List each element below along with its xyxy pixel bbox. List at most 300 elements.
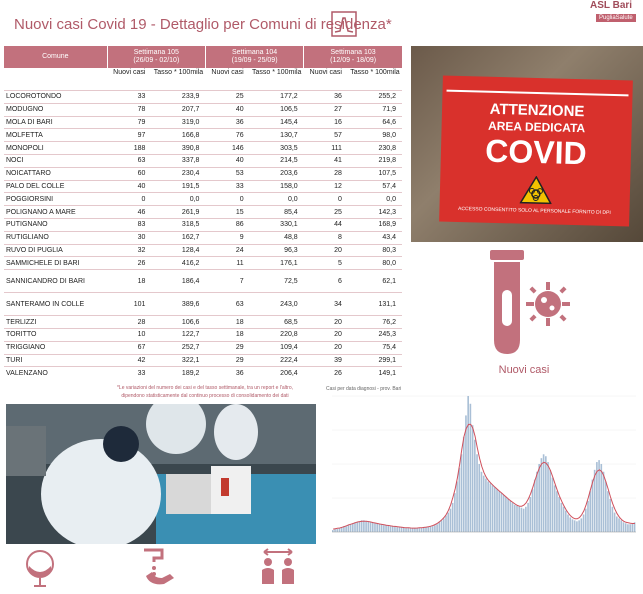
comune-cell: TRIGGIANO <box>4 341 107 354</box>
chart-bar <box>574 520 576 532</box>
casi-104-cell: 0 <box>205 193 249 206</box>
sub-tasso: Tasso * 100mila <box>153 69 204 76</box>
casi-104-cell: 40 <box>205 103 249 116</box>
casi-105-cell: 67 <box>107 341 151 354</box>
casi-103-cell: 34 <box>304 293 348 316</box>
casi-104-cell: 29 <box>205 341 249 354</box>
sub-casi: Nuovi casi <box>211 69 244 76</box>
tasso-105-cell: 233,9 <box>151 91 205 104</box>
chart-bar <box>583 515 585 532</box>
casi-103-cell: 25 <box>304 206 348 219</box>
tasso-103-cell: 62,1 <box>348 270 402 293</box>
tasso-104-cell: 0,0 <box>250 193 304 206</box>
chart-bar <box>514 505 516 532</box>
table-body <box>4 91 402 380</box>
col-comune: Comune <box>4 46 107 68</box>
casi-103-cell: 27 <box>304 103 348 116</box>
casi-103-cell: 57 <box>304 129 348 142</box>
chart-bar <box>490 483 492 532</box>
tasso-105-cell: 128,4 <box>151 244 205 257</box>
tasso-103-cell: 168,9 <box>348 218 402 231</box>
table-row <box>4 367 402 379</box>
casi-103-cell: 20 <box>304 328 348 341</box>
tasso-103-cell: 76,2 <box>348 316 402 329</box>
tasso-103-cell: 80,3 <box>348 244 402 257</box>
comune-cell: SANTERAMO IN COLLE <box>4 293 107 316</box>
chart-bar <box>618 518 620 532</box>
chart-bar <box>419 528 421 532</box>
chart-bar <box>483 476 485 532</box>
casi-105-cell: 83 <box>107 218 151 231</box>
footnote <box>40 384 370 400</box>
casi-104-cell: 25 <box>205 91 249 104</box>
table-row <box>4 142 402 155</box>
comune-cell: RUTIGLIANO <box>4 231 107 244</box>
chart-bar <box>503 495 505 532</box>
chart-bar <box>549 470 551 532</box>
chart-bar <box>445 515 447 532</box>
comune-cell: VALENZANO <box>4 367 107 379</box>
chart-bar <box>379 524 381 532</box>
chart-bar <box>414 528 416 532</box>
chart-bar <box>516 506 518 532</box>
casi-103-cell: 20 <box>304 244 348 257</box>
chart-bar <box>443 518 445 532</box>
chart-bar <box>607 491 609 532</box>
week-104-header <box>205 46 303 68</box>
chart-bar <box>600 464 602 532</box>
tasso-105-cell: 390,8 <box>151 142 205 155</box>
chart-bar <box>632 523 634 532</box>
covid-area-photo <box>411 46 643 242</box>
chart-bar <box>545 456 547 532</box>
chart-bar <box>399 527 401 532</box>
casi-105-cell: 79 <box>107 116 151 129</box>
comune-cell: SANNICANDRO DI BARI <box>4 270 107 293</box>
sign-band <box>447 90 629 97</box>
casi-105-cell: 10 <box>107 328 151 341</box>
chart-bar <box>538 464 540 532</box>
tasso-104-cell: 176,1 <box>250 257 304 270</box>
chart-bar <box>383 525 385 532</box>
chart-bar <box>627 524 629 532</box>
chart-bar <box>576 521 578 532</box>
tasso-105-cell: 416,2 <box>151 257 205 270</box>
casi-104-cell: 53 <box>205 167 249 180</box>
tasso-103-cell: 142,3 <box>348 206 402 219</box>
casi-105-cell: 188 <box>107 142 151 155</box>
chart-bar <box>543 454 545 532</box>
chart-bar <box>425 527 427 532</box>
chart-bar <box>518 507 520 532</box>
chart-bar <box>387 525 389 532</box>
chart-bar <box>534 480 536 532</box>
chart-bar <box>541 458 543 532</box>
tasso-105-cell: 230,4 <box>151 167 205 180</box>
chart-bar <box>396 527 398 532</box>
chart-bar <box>492 485 494 532</box>
chart-bar <box>352 523 354 532</box>
tasso-104-cell: 303,5 <box>250 142 304 155</box>
chart-bar <box>439 522 441 532</box>
chart-bar <box>563 507 565 532</box>
tasso-103-cell: 57,4 <box>348 180 402 193</box>
tasso-103-cell: 245,3 <box>348 328 402 341</box>
chart-bar <box>527 503 529 532</box>
footnote-line: *Le variazioni del numero dei casi e del tasso settimanale, tra un report e l'altro, <box>116 385 294 391</box>
sign-area: AREA DEDICATA <box>487 118 586 136</box>
chart-bar <box>494 487 496 532</box>
chart-bar <box>612 507 614 532</box>
chart-bar <box>536 472 538 532</box>
week-range: (19/09 - 25/09) <box>231 57 278 64</box>
casi-103-cell: 16 <box>304 116 348 129</box>
chart-bar <box>589 491 591 532</box>
casi-103-cell: 26 <box>304 367 348 379</box>
chart-bar <box>556 491 558 532</box>
casi-104-cell: 63 <box>205 293 249 316</box>
chart-bar <box>616 516 618 532</box>
distancing-icon <box>258 546 298 586</box>
comune-cell: TURI <box>4 354 107 367</box>
tasso-103-cell: 43,4 <box>348 231 402 244</box>
tasso-104-cell: 145,4 <box>250 116 304 129</box>
biohazard-icon <box>520 176 553 205</box>
chart-bar <box>512 503 514 532</box>
tasso-104-cell: 85,4 <box>250 206 304 219</box>
casi-104-cell: 11 <box>205 257 249 270</box>
comune-cell: POLIGNANO A MARE <box>4 206 107 219</box>
week-range: (26/09 - 02/10) <box>133 57 180 64</box>
chart-document-icon <box>330 10 358 38</box>
tasso-103-cell: 299,1 <box>348 354 402 367</box>
nuovi-casi-label: Nuovi casi <box>498 364 550 376</box>
table-row <box>4 103 402 116</box>
chart-bar <box>496 489 498 532</box>
table-row <box>4 206 402 219</box>
tasso-104-cell: 130,7 <box>250 129 304 142</box>
table-row <box>4 116 402 129</box>
comune-cell: MODUGNO <box>4 103 107 116</box>
chart-bar <box>505 497 507 532</box>
comune-cell: MOLFETTA <box>4 129 107 142</box>
blank-header <box>4 68 107 91</box>
tasso-104-cell: 158,0 <box>250 180 304 193</box>
tasso-105-cell: 319,0 <box>151 116 205 129</box>
sub-tasso: Tasso * 100mila <box>251 69 302 76</box>
chart-bar <box>372 522 374 532</box>
chart-bar <box>474 440 476 532</box>
chart-bar <box>487 481 489 532</box>
casi-104-cell: 29 <box>205 354 249 367</box>
casi-105-cell: 42 <box>107 354 151 367</box>
casi-105-cell: 78 <box>107 103 151 116</box>
casi-105-cell: 32 <box>107 244 151 257</box>
table-row <box>4 129 402 142</box>
sub-casi: Nuovi casi <box>309 69 342 76</box>
chart-bar <box>394 526 396 532</box>
tasso-105-cell: 191,5 <box>151 180 205 193</box>
footnote-line: dipendono statisticamente dal continuo processo di consolidamento dei dati <box>121 393 289 399</box>
casi-105-cell: 46 <box>107 206 151 219</box>
casi-103-cell: 8 <box>304 231 348 244</box>
casi-103-cell: 44 <box>304 218 348 231</box>
table-row <box>4 231 402 244</box>
comune-cell: PUTIGNANO <box>4 218 107 231</box>
table-row <box>4 154 402 167</box>
tasso-103-cell: 230,8 <box>348 142 402 155</box>
casi-104-cell: 86 <box>205 218 249 231</box>
tasso-105-cell: 322,1 <box>151 354 205 367</box>
chart-bar <box>603 472 605 532</box>
chart-bar <box>476 454 478 532</box>
test-tube-virus-icon <box>486 248 576 358</box>
tasso-104-cell: 177,2 <box>250 91 304 104</box>
chart-bar <box>461 454 463 532</box>
casi-105-cell: 18 <box>107 270 151 293</box>
tasso-104-cell: 243,0 <box>250 293 304 316</box>
table-row <box>4 167 402 180</box>
chart-bar <box>458 468 460 532</box>
chart-bar <box>454 493 456 532</box>
chart-bar <box>434 525 436 532</box>
comuni-table <box>4 46 402 379</box>
chart-bar <box>554 485 556 532</box>
tasso-105-cell: 261,9 <box>151 206 205 219</box>
tasso-103-cell: 255,2 <box>348 91 402 104</box>
puglia-salute-logo: PugliaSalute <box>596 14 636 22</box>
tasso-103-cell: 149,1 <box>348 367 402 379</box>
mask-icon <box>20 548 60 588</box>
covid-sign <box>439 76 633 227</box>
handwash-icon <box>140 546 180 586</box>
casi-104-cell: 33 <box>205 180 249 193</box>
tasso-105-cell: 189,2 <box>151 367 205 379</box>
chart-bar <box>407 528 409 532</box>
chart-bar <box>450 509 452 532</box>
comune-cell: POGGIORSINI <box>4 193 107 206</box>
chart-bar <box>620 520 622 532</box>
tasso-104-cell: 330,1 <box>250 218 304 231</box>
chart-bar <box>587 501 589 532</box>
chart-title: Casi per data diagnosi - prov. Bari <box>326 386 402 392</box>
chart-bar <box>354 522 356 532</box>
chart-bar <box>456 481 458 532</box>
casi-104-cell: 36 <box>205 116 249 129</box>
chart-bar <box>547 462 549 532</box>
casi-103-cell: 0 <box>304 193 348 206</box>
casi-105-cell: 33 <box>107 367 151 379</box>
table-row <box>4 91 402 104</box>
tasso-105-cell: 207,7 <box>151 103 205 116</box>
tasso-103-cell: 131,1 <box>348 293 402 316</box>
chart-bar <box>401 527 403 532</box>
chart-bar <box>405 528 407 532</box>
casi-104-cell: 18 <box>205 316 249 329</box>
chart-svg <box>322 382 643 544</box>
chart-bar <box>463 437 465 532</box>
tasso-105-cell: 337,8 <box>151 154 205 167</box>
sign-attenzione: ATTENZIONE <box>489 100 585 121</box>
chart-bar <box>572 519 574 532</box>
tasso-105-cell: 318,5 <box>151 218 205 231</box>
table-row <box>4 354 402 367</box>
tasso-104-cell: 68,5 <box>250 316 304 329</box>
chart-bar <box>432 526 434 532</box>
chart-bar <box>561 503 563 532</box>
tasso-103-cell: 98,0 <box>348 129 402 142</box>
tasso-104-cell: 214,5 <box>250 154 304 167</box>
table-row <box>4 257 402 270</box>
tasso-104-cell: 106,5 <box>250 103 304 116</box>
chart-bar <box>392 526 394 532</box>
comune-cell: RUVO DI PUGLIA <box>4 244 107 257</box>
chart-bar <box>472 425 474 532</box>
casi-103-cell: 6 <box>304 270 348 293</box>
sub-tasso: Tasso * 100mila <box>350 69 400 76</box>
chart-bar <box>585 509 587 532</box>
casi-105-cell: 101 <box>107 293 151 316</box>
casi-103-cell: 41 <box>304 154 348 167</box>
chart-bar <box>365 521 367 532</box>
tasso-104-cell: 203,6 <box>250 167 304 180</box>
page-title: Nuovi casi Covid 19 - Dettaglio per Comuni di residenza* <box>14 16 392 33</box>
chart-bar <box>623 522 625 532</box>
tasso-105-cell: 106,6 <box>151 316 205 329</box>
tasso-104-cell: 48,8 <box>250 231 304 244</box>
table-row <box>4 244 402 257</box>
chart-bar <box>363 520 365 532</box>
chart-bar <box>523 509 525 532</box>
sub-casi: Nuovi casi <box>113 69 146 76</box>
comune-cell: MONOPOLI <box>4 142 107 155</box>
chart-bar <box>332 530 334 532</box>
casi-103-cell: 12 <box>304 180 348 193</box>
casi-105-cell: 40 <box>107 180 151 193</box>
table-row <box>4 193 402 206</box>
chart-bar <box>481 472 483 532</box>
chart-bar <box>381 524 383 532</box>
chart-bar <box>470 404 472 532</box>
chart-bar <box>441 520 443 532</box>
casi-105-cell: 33 <box>107 91 151 104</box>
tasso-103-cell: 107,5 <box>348 167 402 180</box>
casi-103-cell: 20 <box>304 316 348 329</box>
chart-bar <box>356 522 358 532</box>
chart-bar <box>592 480 594 532</box>
tasso-103-cell: 64,6 <box>348 116 402 129</box>
chart-bar <box>359 521 361 532</box>
casi-104-cell: 18 <box>205 328 249 341</box>
tasso-105-cell: 162,7 <box>151 231 205 244</box>
casi-104-cell: 24 <box>205 244 249 257</box>
chart-bar <box>374 523 376 532</box>
tasso-105-cell: 252,7 <box>151 341 205 354</box>
tasso-105-cell: 0,0 <box>151 193 205 206</box>
comune-cell: PALO DEL COLLE <box>4 180 107 193</box>
chart-bar <box>552 478 554 532</box>
chart-bar <box>412 528 414 532</box>
tasso-104-cell: 222,4 <box>250 354 304 367</box>
chart-bar <box>416 528 418 532</box>
tasso-105-cell: 186,4 <box>151 270 205 293</box>
casi-104-cell: 36 <box>205 367 249 379</box>
chart-bar <box>501 493 503 532</box>
chart-bar <box>521 508 523 532</box>
casi-105-cell: 63 <box>107 154 151 167</box>
chart-bar <box>385 525 387 532</box>
week-105-header <box>107 46 205 68</box>
comune-cell: MOLA DI BARI <box>4 116 107 129</box>
comune-cell: NOICATTARO <box>4 167 107 180</box>
sign-footer: ACCESSO CONSENTITO SOLO AL PERSONALE FORNITO DI DPI <box>458 205 611 216</box>
week-label: Settimana 103 <box>330 49 376 56</box>
cases-chart <box>322 382 643 544</box>
casi-103-cell: 5 <box>304 257 348 270</box>
chart-bar <box>368 521 370 532</box>
week-103-header <box>304 46 402 68</box>
tasso-103-cell: 219,8 <box>348 154 402 167</box>
casi-105-cell: 30 <box>107 231 151 244</box>
comune-cell: NOCI <box>4 154 107 167</box>
tasso-105-cell: 389,6 <box>151 293 205 316</box>
chart-bar <box>507 499 509 532</box>
chart-bar <box>421 528 423 532</box>
comune-cell: LOCOROTONDO <box>4 91 107 104</box>
chart-bar <box>569 517 571 532</box>
casi-103-cell: 39 <box>304 354 348 367</box>
chart-bar <box>430 526 432 532</box>
table-row <box>4 316 402 329</box>
casi-103-cell: 111 <box>304 142 348 155</box>
chart-bar <box>467 396 469 532</box>
tasso-105-cell: 122,7 <box>151 328 205 341</box>
chart-bar <box>478 464 480 532</box>
tasso-104-cell: 72,5 <box>250 270 304 293</box>
table-row <box>4 341 402 354</box>
chart-bar <box>625 523 627 532</box>
tasso-103-cell: 71,9 <box>348 103 402 116</box>
tasso-104-cell: 206,4 <box>250 367 304 379</box>
chart-bar <box>605 481 607 532</box>
chart-bar <box>581 518 583 532</box>
tasso-103-cell: 75,4 <box>348 341 402 354</box>
chart-bar <box>532 489 534 532</box>
tasso-104-cell: 220,8 <box>250 328 304 341</box>
week-label: Settimana 104 <box>232 49 278 56</box>
chart-bar <box>529 497 531 532</box>
chart-bar <box>485 479 487 532</box>
covid-test-photo <box>6 404 316 544</box>
chart-bar <box>436 524 438 532</box>
asl-logo: ASL Bari <box>590 0 633 11</box>
chart-bar <box>609 499 611 532</box>
chart-bar <box>629 524 631 532</box>
casi-104-cell: 146 <box>205 142 249 155</box>
chart-bar <box>510 501 512 532</box>
chart-bar <box>578 520 580 532</box>
comune-cell: SAMMICHELE DI BARI <box>4 257 107 270</box>
casi-105-cell: 28 <box>107 316 151 329</box>
chart-bar <box>350 524 352 532</box>
chart-bar <box>410 528 412 532</box>
table-row <box>4 293 402 316</box>
casi-104-cell: 40 <box>205 154 249 167</box>
tasso-103-cell: 80,0 <box>348 257 402 270</box>
comune-cell: TORITTO <box>4 328 107 341</box>
chart-bar <box>452 503 454 532</box>
chart-bar <box>565 511 567 532</box>
